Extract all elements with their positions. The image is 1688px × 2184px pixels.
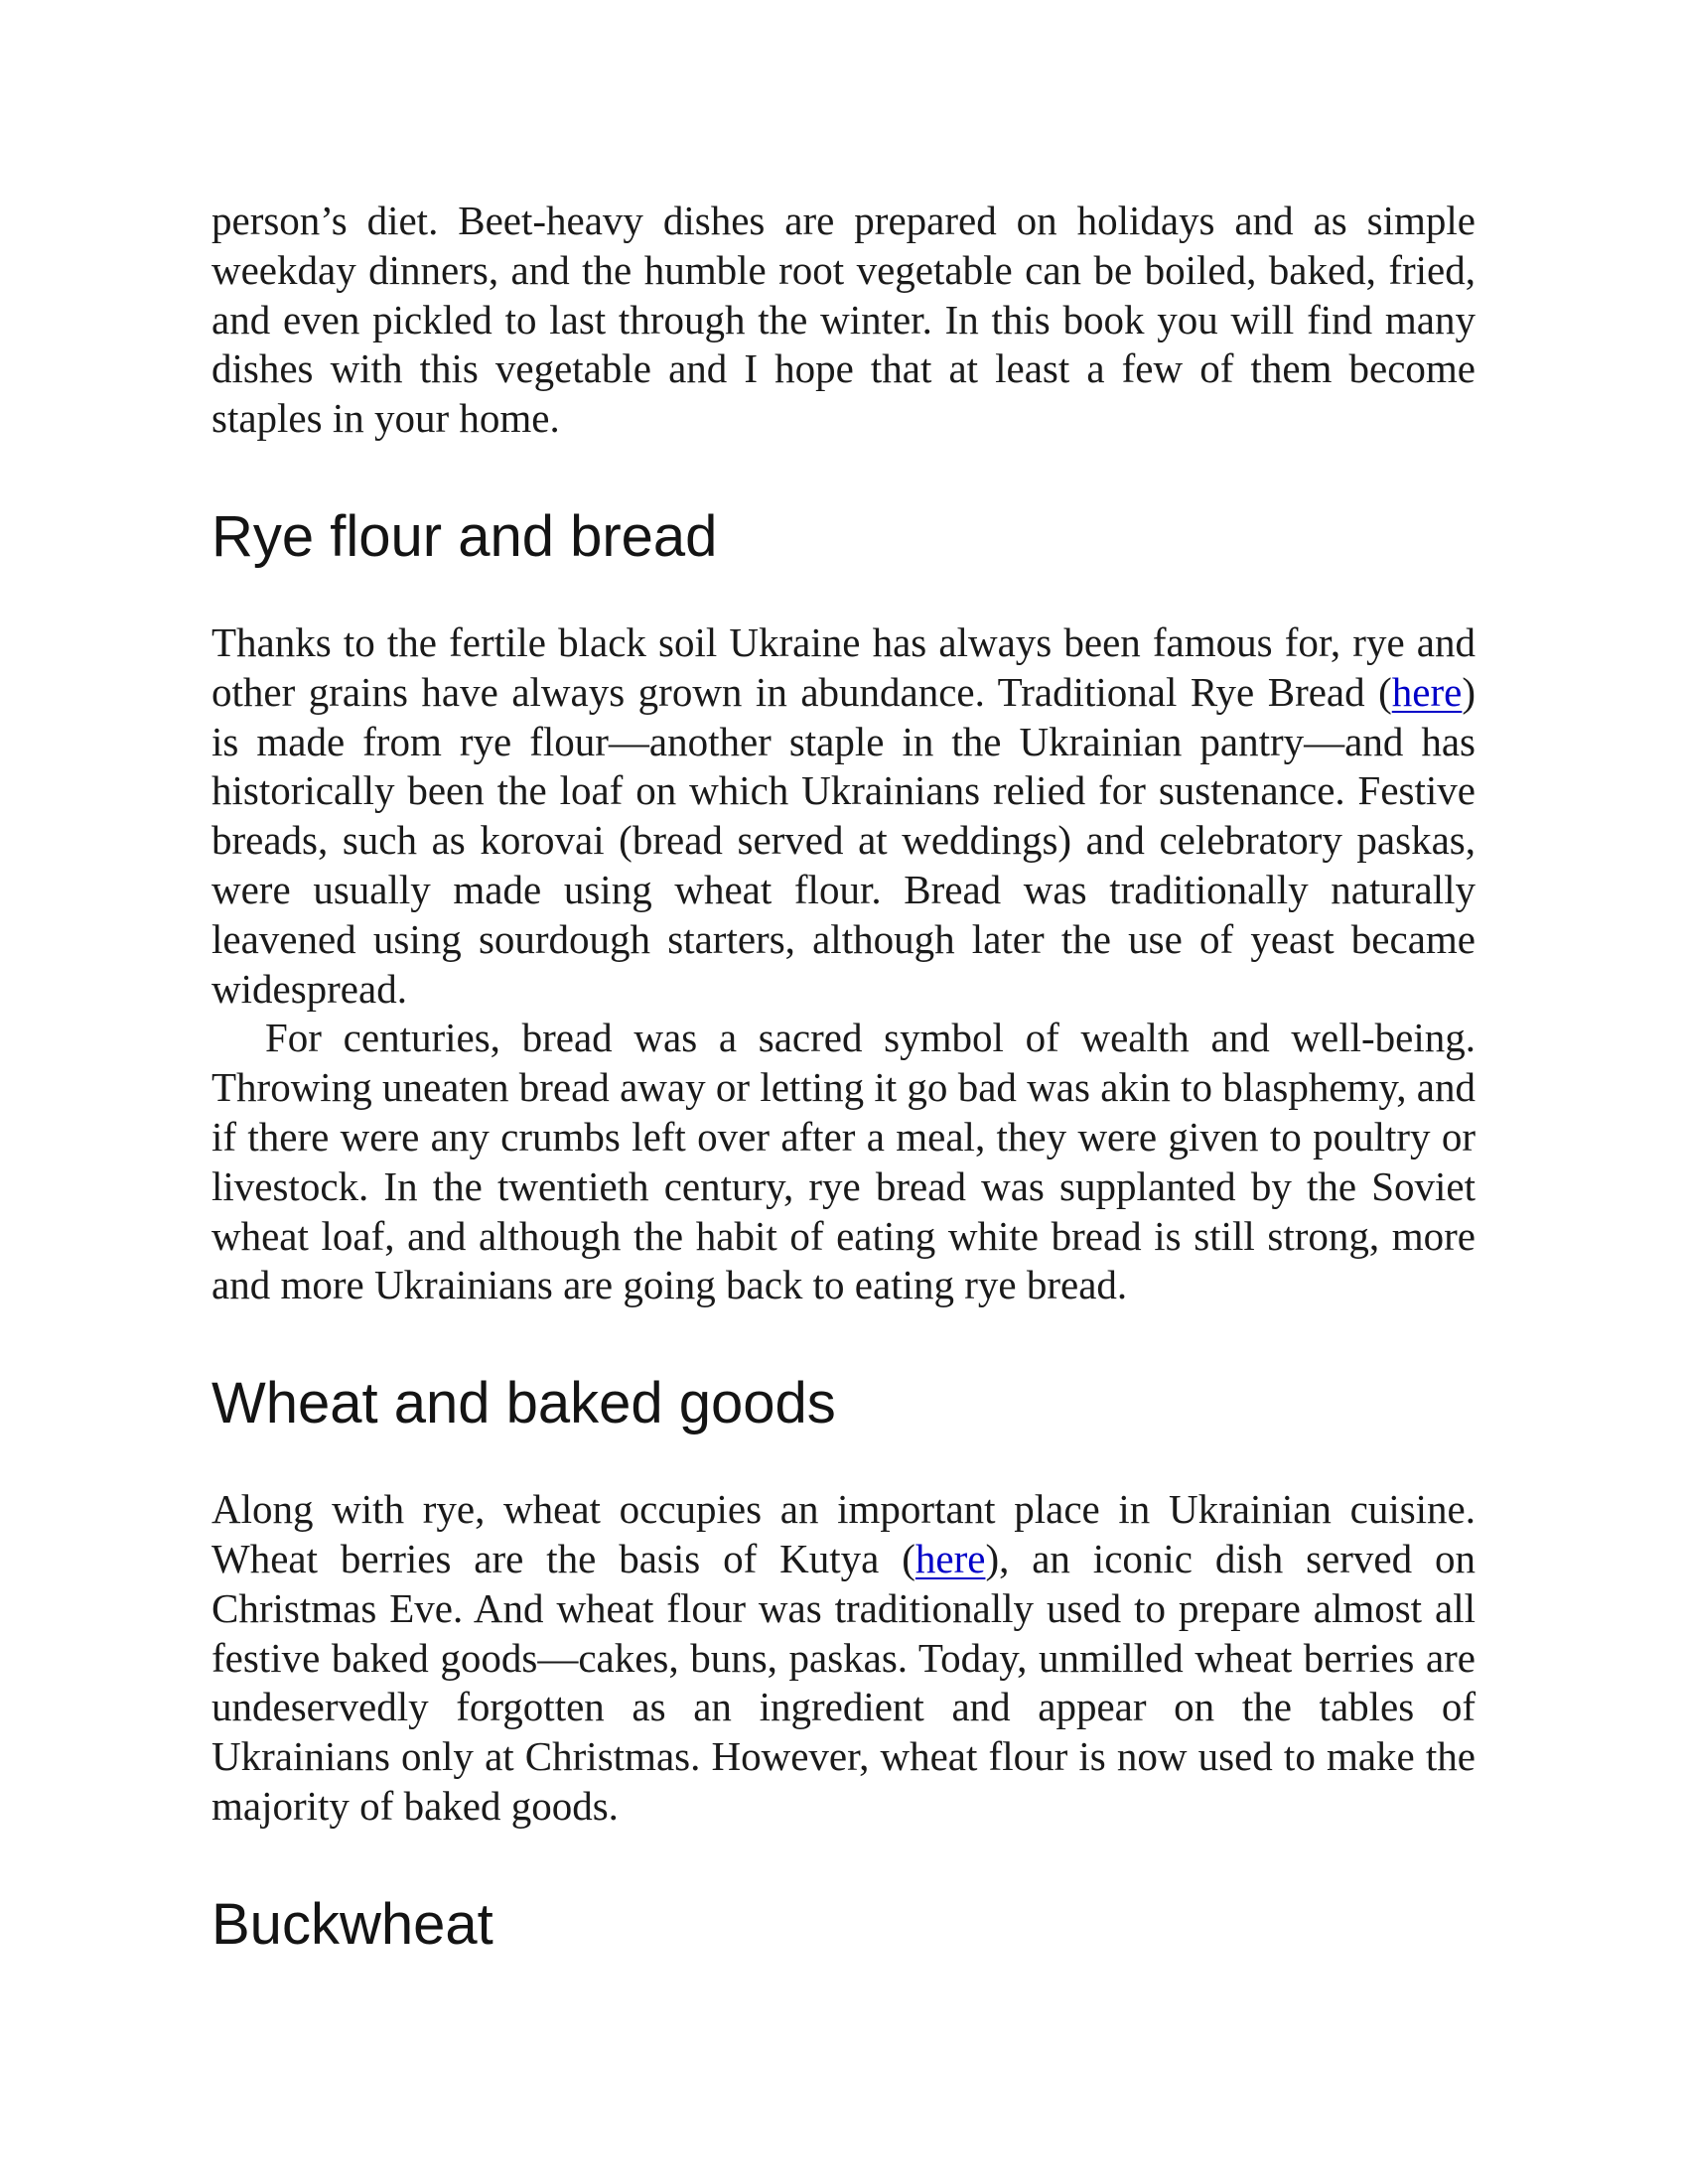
section-heading-rye: Rye flour and bread [211, 503, 718, 569]
spacer [211, 571, 1476, 618]
rye-paragraph-1-text-b: ) is made from rye flour—another staple in the Ukrainian pantry—and has historically been the loaf on which Ukrainians relied for sustenance. Festive breads, such as korovai (bread served at weddings) and celebratory paskas, were usually made using wheat flour. Bread was traditionally naturally leavened using sourdough starters, although later the use of yeast became widespread. [211, 668, 1476, 1012]
page-content [211, 197, 1476, 1959]
spacer [211, 444, 1476, 503]
spacer [211, 1437, 1476, 1485]
wheat-paragraph-1-text-a: Along with rye, wheat occupies an important place in Ukrainian cuisine. Wheat berries are the basis of Kutya ( [211, 1486, 1476, 1581]
rye-paragraph-1-text-a: Thanks to the fertile black soil Ukraine has always been famous for, rye and other grains have always grown in abundance. Traditional Rye Bread ( [211, 618, 1476, 715]
section-heading-buckwheat: Buckwheat [211, 1891, 493, 1957]
wheat-paragraph-1 [211, 1485, 1476, 1832]
kutya-here-link[interactable]: here [914, 1535, 986, 1581]
rye-bread-here-link[interactable]: here [1391, 668, 1463, 715]
rye-paragraph-2: For centuries, bread was a sacred symbol of wealth and well-being. Throwing uneaten bread away or letting it go bad was akin to blasphemy, and if there were any crumbs left over after a meal, they were given to poultry or livestock. In the twentieth century, rye bread was supplanted by the Soviet wheat loaf, and although the habit of eating white bread is still strong, more and more Ukrainians are going back to eating rye bread. [211, 1015, 1476, 1308]
wheat-paragraph-1-text-b: ), an iconic dish served on Christmas Eve. And wheat flour was traditionally used to prepare almost all festive baked goods—cakes, buns, paskas. Today, unmilled wheat berries are undeservedly forgotten as an ingredient and appear on the tables of Ukrainians only at Christmas. However, wheat flour is now used to make the majority of baked goods. [211, 1535, 1476, 1829]
section-heading-wheat: Wheat and baked goods [211, 1371, 836, 1436]
spacer [211, 1310, 1476, 1370]
intro-paragraph: person’s diet. Beet-heavy dishes are prepared on holidays and as simple weekday dinners, and the humble root vegetable can be boiled, baked, fried, and even pickled to last through the winter. In this book you will find many dishes with this vegetable and I hope that at least a few of them become staples in your home. [211, 198, 1476, 442]
spacer [211, 1832, 1476, 1891]
rye-paragraph-1 [211, 618, 1476, 1014]
